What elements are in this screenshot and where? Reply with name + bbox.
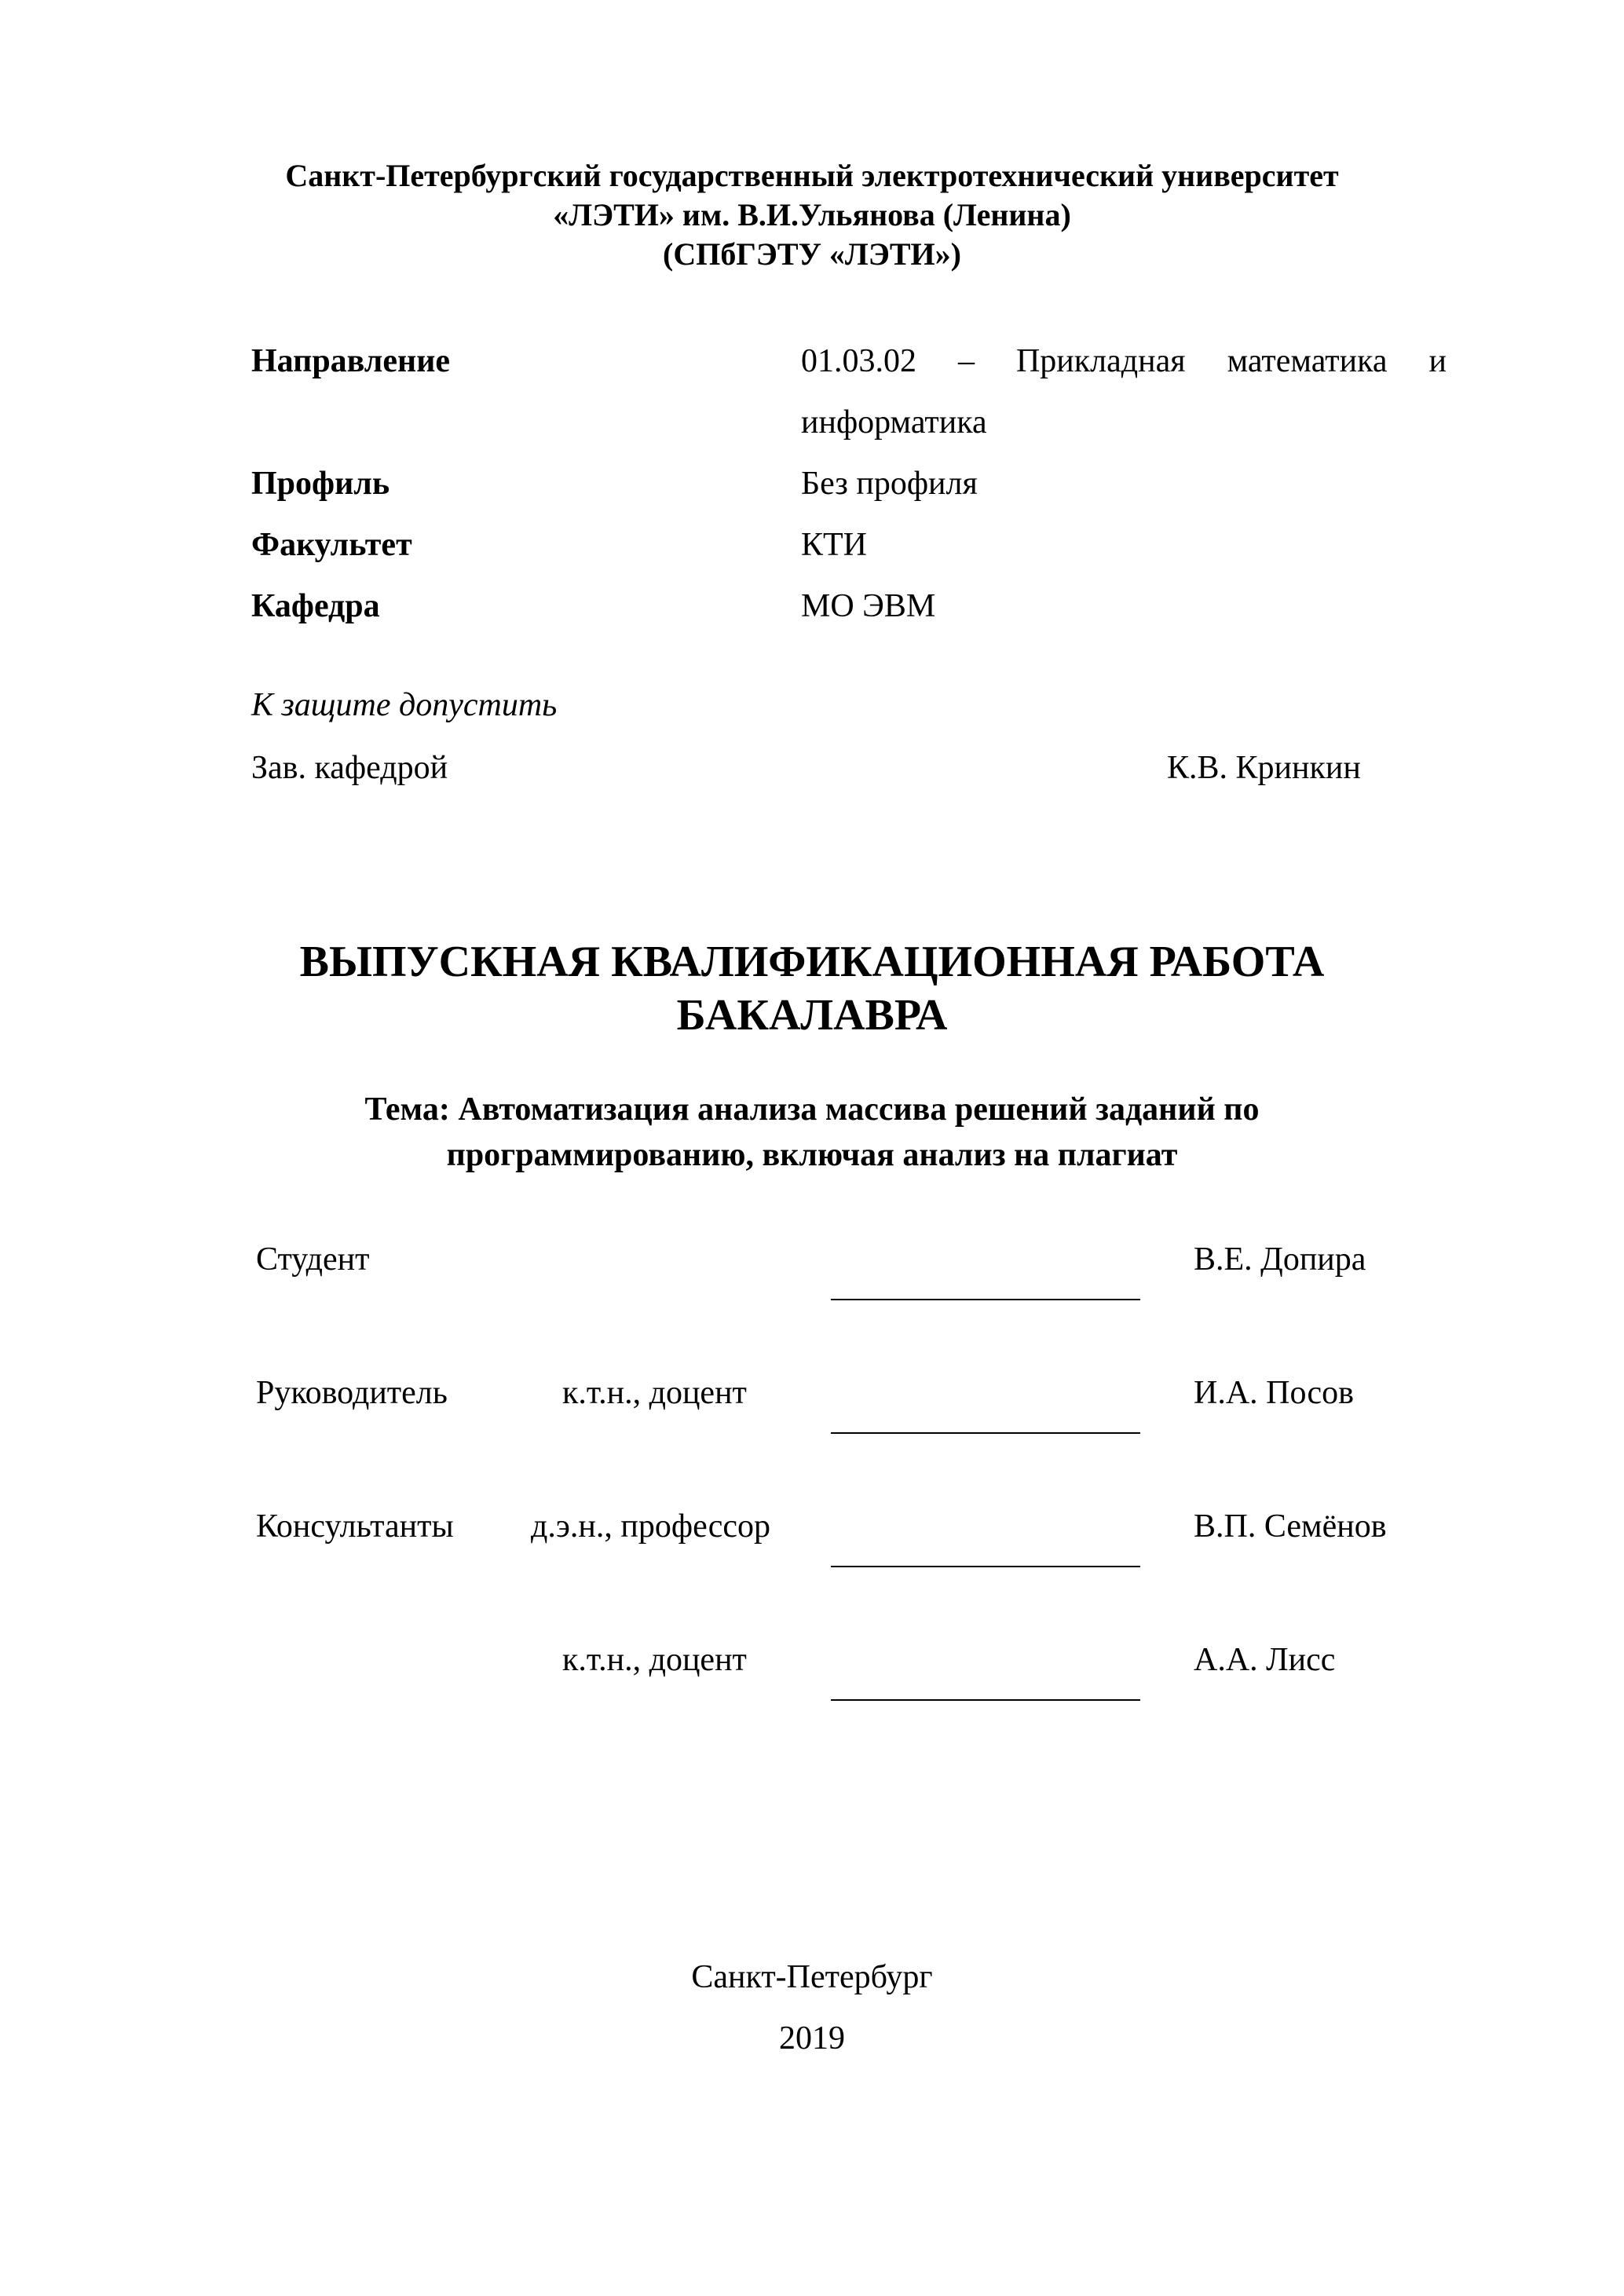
direction-word: Прикладная <box>1015 343 1186 379</box>
signatory-name: А.А. Лисс <box>1194 1642 1336 1678</box>
year: 2019 <box>779 2020 845 2057</box>
signature-line <box>831 1299 1140 1300</box>
direction-dash: – <box>957 343 975 379</box>
field-value-direction-line1 <box>801 342 1447 380</box>
head-of-department-role: Зав. кафедрой <box>251 750 448 786</box>
field-label-faculty: Факультет <box>251 527 412 563</box>
field-label-profile: Профиль <box>251 466 390 502</box>
title-line2: БАКАЛАВРА <box>676 991 948 1040</box>
direction-word: и <box>1428 343 1447 379</box>
signatory-degree: к.т.н., доцент <box>562 1642 747 1678</box>
field-value-profile: Без профиля <box>801 466 978 502</box>
head-of-department-name: К.В. Кринкин <box>1167 750 1361 786</box>
signatory-role: Консультанты <box>256 1508 454 1545</box>
university-abbr-name: «ЛЭТИ» им. В.И.Ульянова (Ленина) <box>553 197 1071 232</box>
university-name: Санкт-Петербургский государственный электротехнический университет <box>285 158 1339 193</box>
field-label-direction: Направление <box>251 343 451 379</box>
signatory-name: В.П. Семёнов <box>1194 1508 1387 1545</box>
field-value-direction-line2: информатика <box>801 404 987 441</box>
signatory-role: Руководитель <box>256 1375 448 1411</box>
signature-line <box>831 1566 1140 1567</box>
topic-line2: программированию, включая анализ на плагиат <box>446 1137 1178 1173</box>
field-value-department: МО ЭВМ <box>801 588 936 624</box>
signatory-degree: к.т.н., доцент <box>562 1375 747 1411</box>
field-label-department: Кафедра <box>251 588 380 624</box>
admit-to-defense-text: К защите допустить <box>251 687 558 723</box>
topic-line1: Тема: Автоматизация анализа массива решений заданий по <box>364 1091 1260 1128</box>
title-line1: ВЫПУСКНАЯ КВАЛИФИКАЦИОННАЯ РАБОТА <box>299 938 1325 986</box>
signatory-name: И.А. Посов <box>1194 1375 1355 1411</box>
city: Санкт-Петербург <box>691 1959 933 1995</box>
signatory-name: В.Е. Допира <box>1194 1241 1366 1278</box>
direction-word: математика <box>1227 343 1388 379</box>
signature-line <box>831 1432 1140 1434</box>
signature-line <box>831 1699 1140 1701</box>
field-value-faculty: КТИ <box>801 527 867 563</box>
signatory-degree: д.э.н., профессор <box>531 1508 771 1545</box>
signatory-role: Студент <box>256 1241 370 1278</box>
university-short-name: (СПбГЭТУ «ЛЭТИ») <box>663 236 961 272</box>
direction-code: 01.03.02 <box>801 343 916 379</box>
